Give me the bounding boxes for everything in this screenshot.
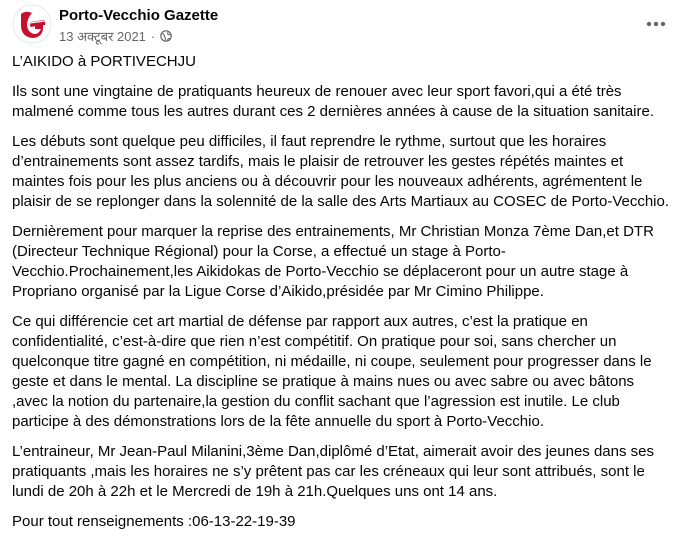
- post-body: [12, 52, 672, 542]
- page-name-link[interactable]: Porto-Vecchio Gazette: [59, 7, 219, 24]
- post-date-link[interactable]: 13 अक्टूबर 2021: [59, 29, 146, 44]
- more-horizontal-icon: [646, 21, 666, 27]
- meta-separator: ·: [150, 28, 156, 44]
- gazette-logo-icon: [12, 4, 52, 44]
- gazette-logo-avatar[interactable]: [12, 4, 52, 44]
- post-header: [12, 4, 672, 44]
- post-paragraph: Ce qui différencie cet art martial de défense par rapport aux autres, c’est la pratique en confidentialité, c’est-à-dire que rien n’est compétitif. On pratique pour soi, sans chercher un quelconque titre gagné en compétition, ni médaille, ni coupe, seulement pour progresser dans le geste et dans le mental. La discipline se pratique à mains nues ou avec sabre ou avec bâtons ,avec la notion du partenaire,la gestion du conflit sachant que l’agression est inutile. Le club participe à des démonstrations lors de la fête annuelle du sport à Porto-Vecchio.: [12, 313, 652, 430]
- post-paragraph: Les débuts sont quelque peu difficiles, il faut reprendre le rythme, surtout que les horaires d’entrainements sont assez tardifs, mais le plaisir de retrouver les gestes répétés maintes et maintes fois pour les plus anciens ou à découvrir pour les nouveaux adhérents, agrémentent le plaisir de se replonger dans la solennité de la salle des Arts Martiaux au COSEC de Porto-Vecchio.: [12, 133, 670, 210]
- globe-icon: [160, 30, 172, 42]
- post-paragraph: Ils sont une vingtaine de pratiquants heureux de renouer avec leur sport favori,qui a été très malmené comme tous les autres durant ces 2 dernières années à cause de la situation sanitaire.: [12, 83, 655, 120]
- post-paragraph: L’entraineur, Mr Jean-Paul Milanini,3ème Dan,diplômé d’Etat, aimerait avoir des jeunes dans ses pratiquants ,mais les horaires ne s’y prêtent pas car les créneaux qui leur sont attribués, sont le lundi de 20h à 22h et le Mercredi de 19h à 21h.Quelques uns ont 14 ans.: [12, 443, 655, 500]
- more-options-button[interactable]: [642, 10, 670, 38]
- post-heading: L’AIKIDO à PORTIVECHJU: [12, 53, 196, 70]
- post-meta: [59, 27, 172, 45]
- post-contact-line: Pour tout renseignements :06-13-22-19-39: [12, 513, 296, 530]
- post-paragraph: Dernièrement pour marquer la reprise des entrainements, Mr Christian Monza 7ème Dan,et DTR (Directeur Technique Régional) pour la Corse, a effectué un stage à Porto-Vecchio.Prochainement,les Aikidokas de Porto-Vecchio se déplaceront pour un autre stage à Propriano organisé par la Ligue Corse d’Aikido,présidée par Mr Cimino Philippe.: [12, 223, 654, 300]
